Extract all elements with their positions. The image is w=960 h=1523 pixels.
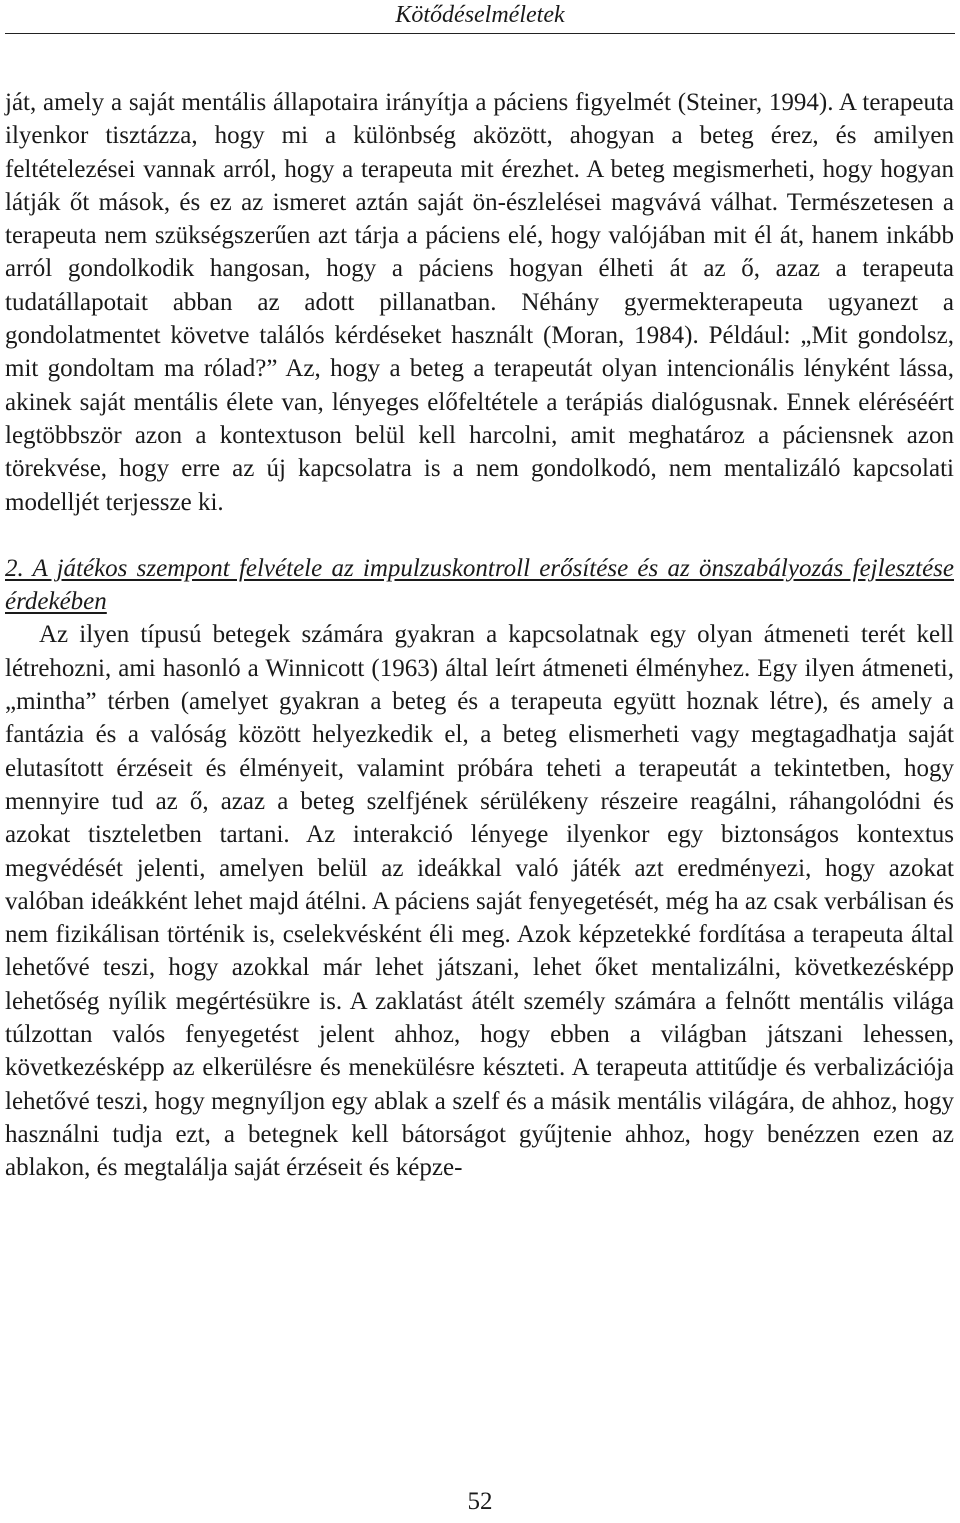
paragraph-transitional-space: Az ilyen típusú betegek számára gyakran a kapcsolatnak egy olyan átmeneti terét kell létrehozni, ami hasonló a Winnicott (1963) által leírt átmeneti élményhez. Egy ilyen átmeneti, „mintha” térben (amelyet gyakran a beteg és a terapeuta együtt hoznak létre), és amely a fantázia és a valóság között helyezkedik el, a beteg elismerheti vagy megtagadhatja saját elutasított érzéseit és élményeit, valamint próbára teheti a terapeutát a tekintetben, hogy mennyire tud az ő, azaz a beteg szelfjének sérülékeny részeire reagálni, ráhangolódni és azokat tiszteletben tartani. Az interakció lényege ilyenkor egy biztonságos kontextus megvédését jelenti, amelyen belül az ideákkal való játék azt eredményezi, hogy azokat valóban ideákként lehet majd átélni. A páciens saját fenyegetését, még ha az csak verbálisan és nem fizikálisan történik is, cselekvésként éli meg. Azok képzetekké fordítása a terapeuta által lehetővé teszi, hogy azokkal már lehet játszani, lehet őket mentalizálni, következésképp lehetőség nyílik megértésükre is. A zaklatást átélt személy számára a felnőtt mentális világa túlzottan valós fenyegetést jelent ahhoz, hogy ebben a világban játszani lehessen, következésképp az elkerülésre és menekülésre készteti. A terapeuta attitűdje és verbalizációja lehetővé teszi, hogy megnyíljon egy ablak a szelf és a másik mentális világára, de ahhoz, hogy használni tudja ezt, a betegnek kell bátorságot gyűjtenie ahhoz, hogy benézzen ezen az ablakon, és megtalálja saját érzéseit és képze- (5, 621, 954, 1182)
page-body (5, 86, 954, 1185)
paragraph-mentalization: ját, amely a saját mentális állapotaira irányítja a páciens figyelmét (Steiner, 1994). A terapeuta ilyenkor tisztázza, hogy mi a különbség aközött, ahogyan a beteg érez, és amilyen feltételezései vannak arról, hogy a terapeuta mit érezhet. A beteg megismerheti, hogy hogyan látják őt mások, és ez az ismeret aztán saját ön-észlelései magvává válhat. Természetesen a terapeuta nem szükségszerűen azt tárja a páciens elé, hogy valójában mit él át, hanem inkább arról gondolkodik hangosan, hogy a páciens hogyan élheti át az ő, azaz a terapeuta tudatállapotait abban az adott pillanatban. Néhány gyermekterapeuta ugyanezt a gondolatmentet követve találós kérdéseket használt (Moran, 1984). Például: „Mit gondolsz, mit gondoltam ma rólad?” Az, hogy a beteg a terapeutát olyan intencionális lényként lássa, akinek saját mentális élete van, lényeges előfeltétele a terápiás dialógusnak. Ennek eléréséért legtöbbször azon a kontextuson belül kell harcolni, amit meghatároz a páciensnek azon törekvése, hogy erre az új kapcsolatra is a nem gondolkodó, nem mentalizáló kapcsolati modelljét terjessze ki. (5, 89, 954, 516)
page-number: 52 (467, 1488, 493, 1515)
section-heading: 2. A játékos szempont felvétele az impulzuskontroll erősítése és az önszabályozás fejlesztése érdekében (5, 554, 954, 616)
header-rule (5, 33, 955, 34)
running-head: Kötődéselméletek (395, 2, 565, 28)
